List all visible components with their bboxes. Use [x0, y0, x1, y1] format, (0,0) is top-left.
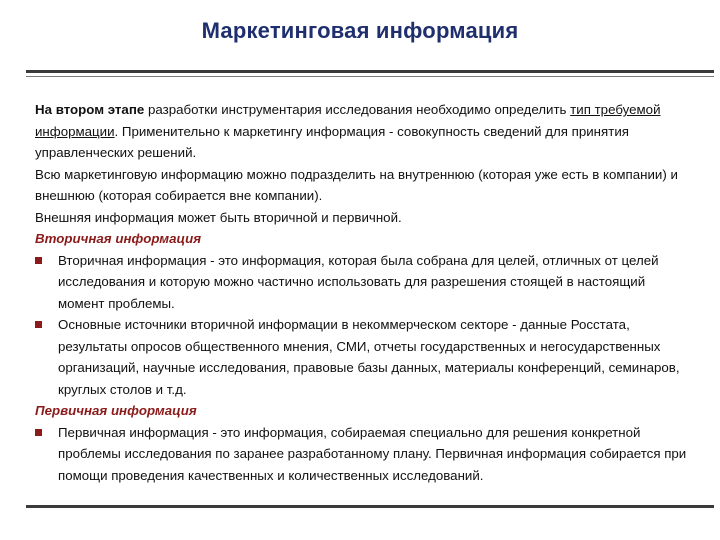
top-divider-thin: [26, 76, 714, 77]
primary-bullet-1: [35, 422, 690, 487]
secondary-bullet-1: [35, 250, 690, 315]
square-bullet-icon: [35, 429, 42, 436]
secondary-bullet-1-text: Вторичная информация - это информация, которая была собрана для целей, отличных от целей исследования и которую можно частично использовать для разрешения стоящей в настоящий момент проблемы.: [58, 252, 659, 311]
intro-text-a: разработки инструментария исследования необходимо определить: [144, 102, 571, 117]
secondary-heading: Вторичная информация: [35, 231, 202, 246]
slide-title: Маркетинговая информация: [201, 18, 519, 43]
square-bullet-icon: [35, 321, 42, 328]
intro-lead: На втором этапе: [35, 102, 145, 117]
primary-bullet-1-text: Первичная информация - это информация, собираемая специально для решения конкретной проблемы исследования по заранее разработанному плану. Первичная информация собирается при помощи проведения качественных и количественных исследований.: [58, 424, 687, 483]
intro-paragraph-3: Внешняя информация может быть вторичной и первичной.: [35, 209, 402, 225]
intro-paragraph-2: Всю маркетинговую информацию можно подразделить на внутреннюю (которая уже есть в компании) и внешнюю (которая собирается вне компании).: [35, 166, 678, 203]
square-bullet-icon: [35, 257, 42, 264]
bottom-divider: [26, 505, 714, 508]
secondary-bullet-2: [35, 314, 690, 400]
primary-heading: Первичная информация: [35, 403, 197, 418]
intro-text-b: . Применительно к маркетингу информация - совокупность сведений для принятия управленческих решений.: [35, 123, 629, 160]
intro-underlined-term: тип требуемой информации: [35, 102, 661, 139]
intro-paragraph: [35, 99, 690, 164]
top-divider: [26, 70, 714, 73]
secondary-bullet-2-text: Основные источники вторичной информации в некоммерческом секторе - данные Росстата, результаты опросов общественного мнения, СМИ, отчеты государственных и негосударственных организаций, научные исследования, правовые базы данных, материалы конференций, семинаров, круглых столов и т.д.: [58, 317, 680, 397]
slide-body: [35, 99, 690, 486]
